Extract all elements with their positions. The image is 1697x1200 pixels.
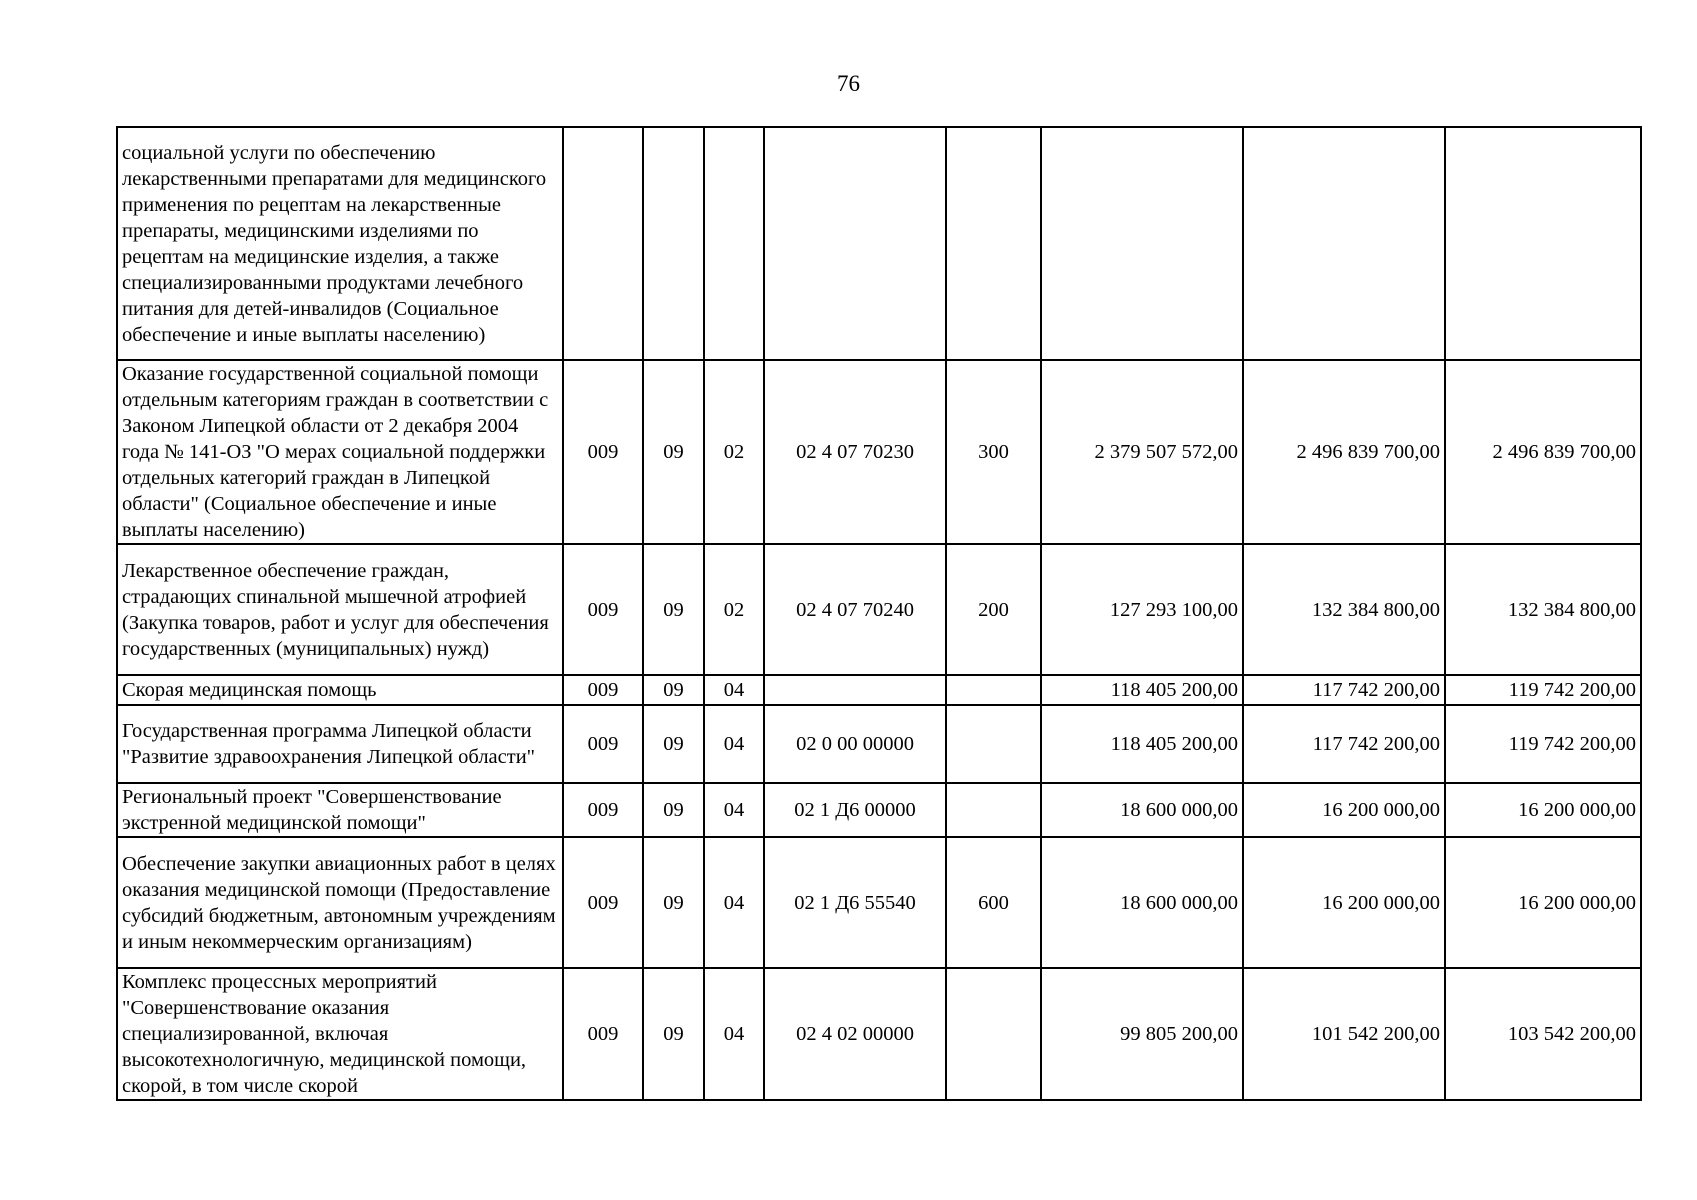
section-code: 09 <box>643 837 704 968</box>
page-number: 76 <box>837 71 860 96</box>
subsection-code: 04 <box>704 837 764 968</box>
amount-2026 <box>1445 127 1641 360</box>
row-description: Скорая медицинская помощь <box>117 675 563 705</box>
row-description: Обеспечение закупки авиационных работ в целях оказания медицинской помощи (Предоставление субсидий бюджетным, автономным учреждениям и иным некоммерческим организациям) <box>117 837 563 968</box>
section-code: 09 <box>643 675 704 705</box>
amount-2025 <box>1243 127 1445 360</box>
expense-type-code <box>946 675 1041 705</box>
table-row <box>117 360 1641 544</box>
expense-type-code: 200 <box>946 544 1041 675</box>
expense-type-code: 600 <box>946 837 1041 968</box>
section-code: 09 <box>643 360 704 544</box>
expense-type-code <box>946 783 1041 837</box>
amount-2024: 118 405 200,00 <box>1041 705 1243 783</box>
section-code: 09 <box>643 783 704 837</box>
expense-type-code: 300 <box>946 360 1041 544</box>
amount-2026: 16 200 000,00 <box>1445 783 1641 837</box>
target-article-code: 02 1 Д6 55540 <box>764 837 946 968</box>
expense-type-code <box>946 705 1041 783</box>
subsection-code: 02 <box>704 360 764 544</box>
ministry-code: 009 <box>563 968 643 1100</box>
subsection-code <box>704 127 764 360</box>
amount-2025: 16 200 000,00 <box>1243 783 1445 837</box>
amount-2026: 16 200 000,00 <box>1445 837 1641 968</box>
target-article-code: 02 4 07 70240 <box>764 544 946 675</box>
ministry-code: 009 <box>563 675 643 705</box>
table-row <box>117 783 1641 837</box>
row-description: Лекарственное обеспечение граждан, страдающих спинальной мышечной атрофией (Закупка товаров, работ и услуг для обеспечения государственных (муниципальных) нужд) <box>117 544 563 675</box>
expense-type-code <box>946 968 1041 1100</box>
ministry-code <box>563 127 643 360</box>
table-row <box>117 837 1641 968</box>
amount-2024: 2 379 507 572,00 <box>1041 360 1243 544</box>
amount-2024: 18 600 000,00 <box>1041 837 1243 968</box>
amount-2026: 119 742 200,00 <box>1445 705 1641 783</box>
target-article-code: 02 0 00 00000 <box>764 705 946 783</box>
section-code <box>643 127 704 360</box>
target-article-code <box>764 675 946 705</box>
row-description: Региональный проект "Совершенствование экстренной медицинской помощи" <box>117 783 563 837</box>
amount-2025: 16 200 000,00 <box>1243 837 1445 968</box>
ministry-code: 009 <box>563 544 643 675</box>
amount-2025: 101 542 200,00 <box>1243 968 1445 1100</box>
amount-2025: 117 742 200,00 <box>1243 705 1445 783</box>
amount-2024 <box>1041 127 1243 360</box>
subsection-code: 02 <box>704 544 764 675</box>
amount-2024: 99 805 200,00 <box>1041 968 1243 1100</box>
amount-2026: 119 742 200,00 <box>1445 675 1641 705</box>
ministry-code: 009 <box>563 705 643 783</box>
section-code: 09 <box>643 705 704 783</box>
amount-2026: 103 542 200,00 <box>1445 968 1641 1100</box>
ministry-code: 009 <box>563 360 643 544</box>
table-row <box>117 675 1641 705</box>
table-row <box>117 544 1641 675</box>
row-description: Государственная программа Липецкой области "Развитие здравоохранения Липецкой области" <box>117 705 563 783</box>
table-row <box>117 127 1641 360</box>
subsection-code: 04 <box>704 705 764 783</box>
subsection-code: 04 <box>704 675 764 705</box>
section-code: 09 <box>643 544 704 675</box>
target-article-code: 02 1 Д6 00000 <box>764 783 946 837</box>
amount-2025: 132 384 800,00 <box>1243 544 1445 675</box>
budget-table <box>116 126 1642 1101</box>
ministry-code: 009 <box>563 837 643 968</box>
section-code: 09 <box>643 968 704 1100</box>
target-article-code: 02 4 02 00000 <box>764 968 946 1100</box>
row-description: Оказание государственной социальной помощи отдельным категориям граждан в соответствии с Законом Липецкой области от 2 декабря 2004 года № 141-ОЗ "О мерах социальной поддержки отдельных категорий граждан в Липецкой области" (Социальное обеспечение и иные выплаты населению) <box>117 360 563 544</box>
amount-2026: 132 384 800,00 <box>1445 544 1641 675</box>
target-article-code: 02 4 07 70230 <box>764 360 946 544</box>
amount-2024: 127 293 100,00 <box>1041 544 1243 675</box>
row-description: социальной услуги по обеспечению лекарственными препаратами для медицинского применения по рецептам на лекарственные препараты, медицинскими изделиями по рецептам на медицинские изделия, а также специализированными продуктами лечебного питания для детей-инвалидов (Социальное обеспечение и иные выплаты населению) <box>117 127 563 360</box>
amount-2025: 2 496 839 700,00 <box>1243 360 1445 544</box>
target-article-code <box>764 127 946 360</box>
row-description: Комплекс процессных мероприятий "Совершенствование оказания специализированной, включая высокотехнологичную, медицинской помощи, скорой, в том числе скорой <box>117 968 563 1100</box>
amount-2026: 2 496 839 700,00 <box>1445 360 1641 544</box>
amount-2024: 118 405 200,00 <box>1041 675 1243 705</box>
ministry-code: 009 <box>563 783 643 837</box>
amount-2025: 117 742 200,00 <box>1243 675 1445 705</box>
subsection-code: 04 <box>704 968 764 1100</box>
expense-type-code <box>946 127 1041 360</box>
amount-2024: 18 600 000,00 <box>1041 783 1243 837</box>
table-row <box>117 968 1641 1100</box>
table-row <box>117 705 1641 783</box>
subsection-code: 04 <box>704 783 764 837</box>
